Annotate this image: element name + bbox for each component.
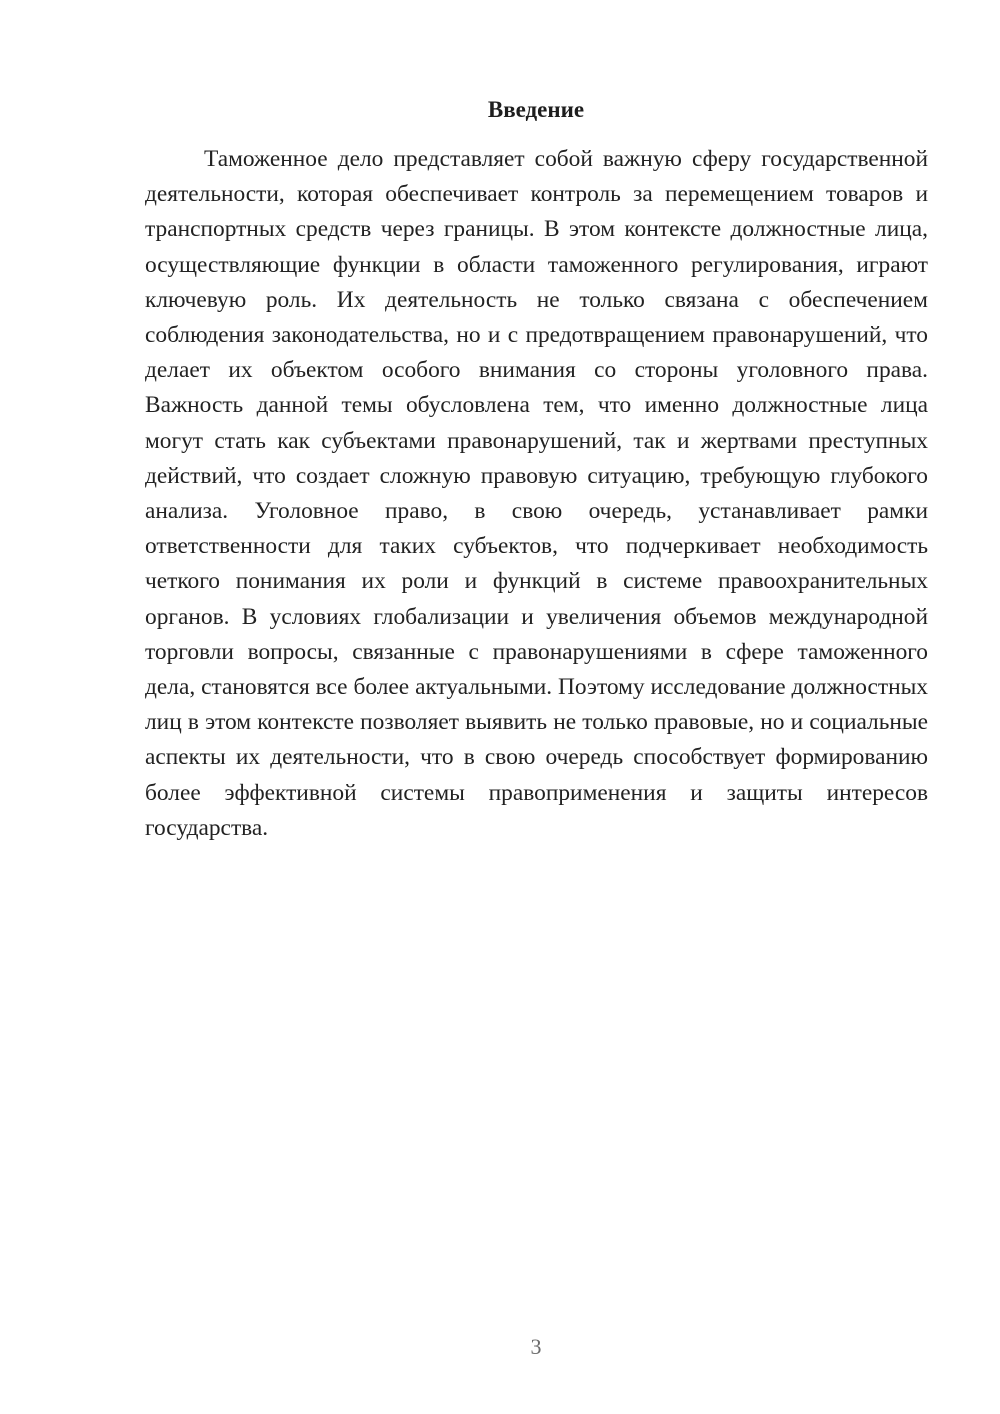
body-paragraph: Таможенное дело представляет собой важную сферу государственной деятельности, которая обеспечивает контроль за перемещением товаров и транспортных средств через границы. В этом контексте должностные лица, осуществляющие функции в области таможенного регулирования, играют ключевую роль. Их деятельность не только связана с обеспечением соблюдения законодательства, но и с предотвращением правонарушений, что делает их объектом особого внимания со стороны уголовного права. Важность данной темы обусловлена тем, что именно должностные лица могут стать как субъектами правонарушений, так и жертвами преступных действий, что создает сложную правовую ситуацию, требующую глубокого анализа. Уголовное право, в свою очередь, устанавливает рамки ответственности для таких субъектов, что подчеркивает необходимость четкого понимания их роли и функций в системе правоохранительных органов. В условиях глобализации и увеличения объемов международной торговли вопросы, связанные с правонарушениями в сфере таможенного дела, становятся все более актуальными. Поэтому исследование должностных лиц в этом контексте позволяет выявить не только правовые, но и социальные аспекты их деятельности, что в свою очередь способствует формированию более эффективной системы правоприменения и защиты интересов государства. (145, 146, 928, 841)
page-number: 3 (530, 1334, 542, 1359)
section-heading: Введение (487, 97, 585, 122)
